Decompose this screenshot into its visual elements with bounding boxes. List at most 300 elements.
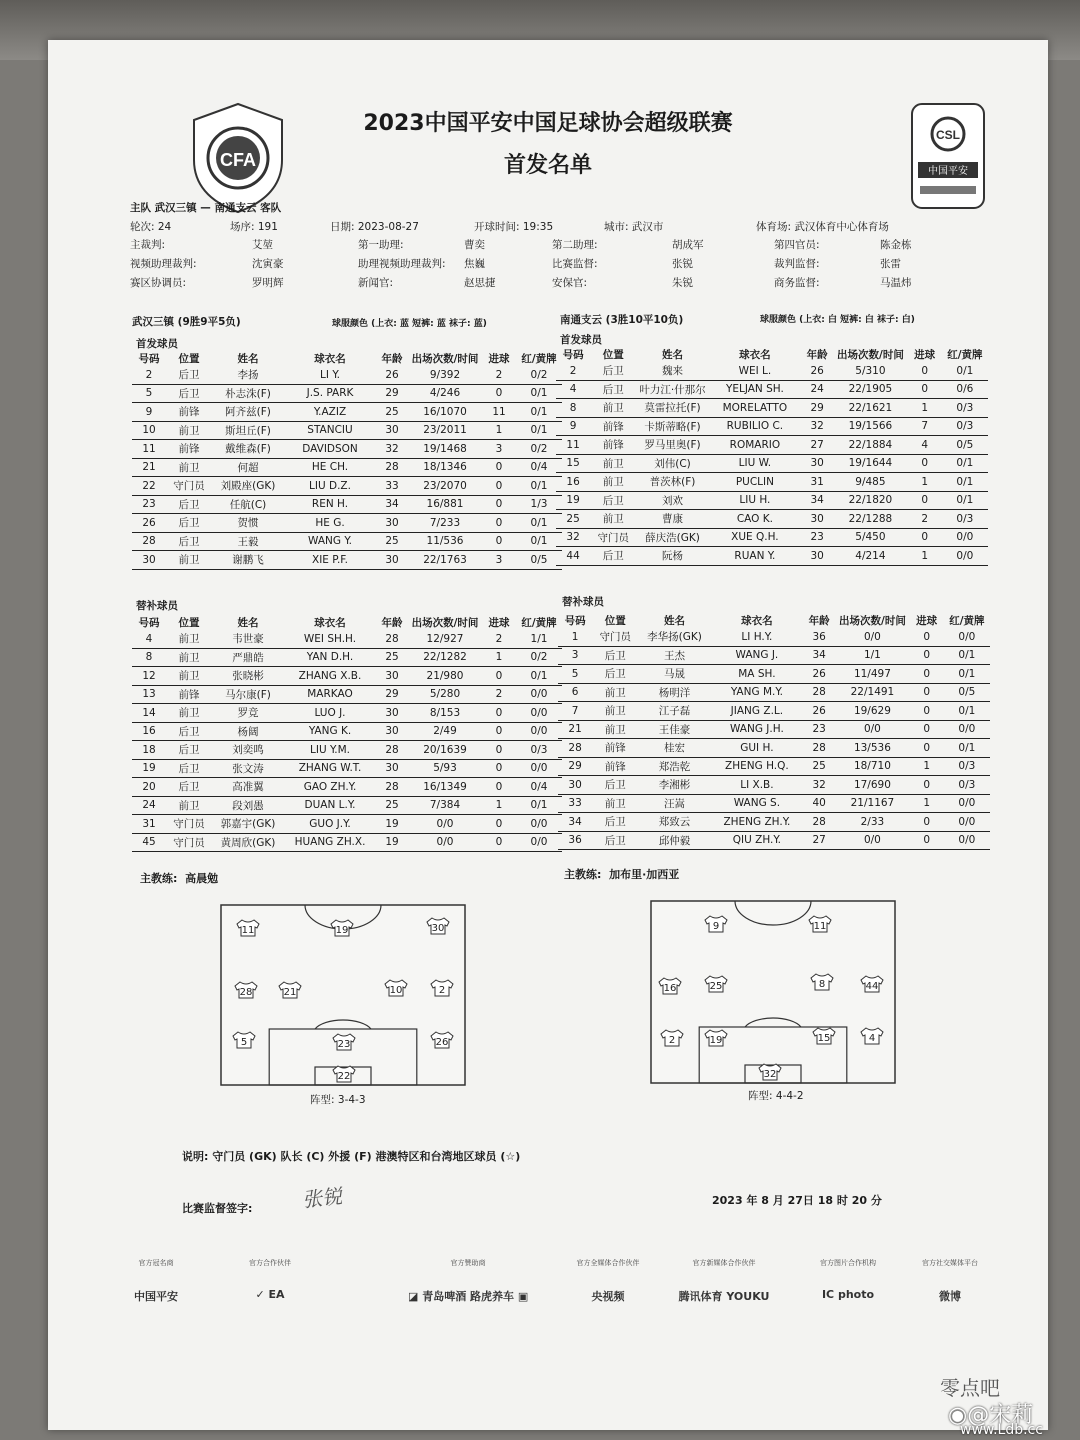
table-cell: 1 — [908, 547, 942, 566]
table-cell: 0/2 — [516, 366, 562, 384]
table-cell: 19 — [132, 759, 166, 778]
table-cell: 王毅 — [212, 532, 284, 551]
table-cell: 郑浩乾 — [638, 757, 710, 776]
official-label: 主裁判: — [130, 239, 166, 251]
table-cell: 0/3 — [942, 510, 988, 529]
table-cell: 朴志洙(F) — [212, 384, 284, 403]
table-cell: 22/1288 — [833, 510, 907, 529]
table-cell: 18/1346 — [408, 458, 482, 477]
table-cell: 29 — [376, 384, 408, 403]
column-header: 姓名 — [237, 352, 259, 365]
table-cell: 李湘彬 — [638, 776, 710, 795]
table-cell: 前卫 — [592, 720, 638, 739]
table-cell: 2 — [482, 685, 516, 704]
official-name: 马温炜 — [880, 277, 912, 289]
table-cell: 1/1 — [835, 646, 909, 665]
table-cell: 曹康 — [636, 510, 708, 529]
table-cell: 0 — [910, 739, 944, 758]
sponsor-caption: 官方图片合作机构 — [820, 1259, 876, 1267]
table-cell: 0/1 — [942, 362, 988, 380]
table-cell: HE CH. — [284, 458, 376, 477]
table-row — [558, 794, 990, 813]
table-cell: 3 — [482, 440, 516, 459]
table-cell: 前卫 — [592, 794, 638, 813]
table-cell: 黄周欣(GK) — [212, 833, 284, 852]
table-cell: 0 — [910, 720, 944, 739]
table-cell: ZHANG W.T. — [284, 759, 376, 778]
table-cell: 28 — [803, 813, 835, 832]
official-label: 比赛监督: — [552, 258, 598, 270]
player-number: 21 — [283, 987, 297, 998]
table-cell: 谢鹏飞 — [212, 551, 284, 570]
table-cell: 32 — [801, 417, 833, 436]
table-cell: 前卫 — [166, 648, 212, 667]
column-header: 号码 — [564, 614, 586, 627]
player-number: 4 — [868, 1033, 876, 1044]
table-cell: 9/485 — [833, 473, 907, 492]
table-cell: 后卫 — [590, 380, 636, 399]
table-cell: 33 — [376, 477, 408, 496]
table-cell: 0/1 — [516, 384, 562, 403]
table-cell: 26 — [801, 362, 833, 380]
player-number: 44 — [865, 981, 879, 992]
table-cell: 前卫 — [590, 473, 636, 492]
table-cell: 30 — [376, 514, 408, 533]
signature-label: 比赛监督签字: — [182, 1202, 253, 1215]
table-row — [558, 739, 990, 758]
table-row — [556, 436, 988, 455]
table-cell: 0/0 — [408, 833, 482, 852]
table-cell: HUANG ZH.X. — [284, 833, 376, 852]
table-cell: 后卫 — [590, 362, 636, 380]
table-row — [132, 495, 562, 514]
table-cell: 24 — [801, 380, 833, 399]
table-cell: 7 — [558, 702, 592, 721]
table-cell: 0/1 — [942, 454, 988, 473]
home-formation-value: 3-4-3 — [337, 1094, 366, 1106]
column-header: 出场次数/时间 — [411, 352, 479, 365]
table-cell: 前卫 — [166, 551, 212, 570]
sponsor-caption: 官方冠名商 — [138, 1259, 174, 1267]
column-header: 球衣名 — [314, 616, 346, 629]
column-header: 红/黄牌 — [949, 614, 985, 627]
column-header: 年龄 — [381, 352, 403, 365]
table-cell: 20 — [132, 778, 166, 797]
table-cell: 前卫 — [592, 683, 638, 702]
sponsor-caption: 官方合作伙伴 — [249, 1259, 291, 1267]
table-cell: 罗竞 — [212, 704, 284, 723]
table-cell: 0/1 — [516, 477, 562, 496]
table-cell: 2/33 — [835, 813, 909, 832]
table-cell: 25 — [376, 796, 408, 815]
official-label: 裁判监督: — [774, 258, 820, 270]
player-number: 30 — [431, 923, 445, 934]
table-cell: 1 — [482, 421, 516, 440]
table-cell: CAO K. — [709, 510, 801, 529]
column-header: 进球 — [914, 348, 936, 361]
table-cell: 0/0 — [408, 815, 482, 834]
column-header: 号码 — [562, 348, 584, 361]
table-row — [132, 778, 562, 797]
table-cell: 0 — [482, 778, 516, 797]
table-cell: 刘奕鸣 — [212, 741, 284, 760]
stamp-watermark: 零点吧 — [940, 1376, 1000, 1400]
weibo-handle: @宋莉 — [967, 1403, 1034, 1428]
table-row — [556, 473, 988, 492]
official-name: 焦巍 — [464, 258, 485, 270]
table-cell: 2 — [556, 362, 590, 380]
table-cell: 30 — [376, 704, 408, 723]
round: 轮次: 24 — [130, 221, 172, 233]
table-row — [556, 547, 988, 566]
table-cell: 0/0 — [516, 704, 562, 723]
table-cell: 何超 — [212, 458, 284, 477]
player-number: 11 — [241, 925, 255, 936]
player-number: 2 — [668, 1035, 676, 1046]
table-cell: 2 — [482, 630, 516, 648]
table-cell: 江子磊 — [638, 702, 710, 721]
table-cell: 0/0 — [516, 815, 562, 834]
table-cell: 0 — [482, 458, 516, 477]
column-header: 进球 — [488, 616, 510, 629]
table-row — [556, 510, 988, 529]
player-number: 26 — [435, 1037, 449, 1048]
table-cell: 26 — [803, 665, 835, 684]
table-row — [556, 362, 988, 380]
table-cell: J.S. PARK — [284, 384, 376, 403]
table-cell: 后卫 — [590, 547, 636, 566]
table-cell: 段刘愚 — [212, 796, 284, 815]
table-cell: 阿齐兹(F) — [212, 403, 284, 422]
player-number: 19 — [709, 1035, 723, 1046]
table-cell: MA SH. — [711, 665, 803, 684]
svg-text:CFA: CFA — [220, 150, 256, 170]
table-cell: 后卫 — [166, 384, 212, 403]
table-cell: 15 — [556, 454, 590, 473]
table-cell: 11 — [482, 403, 516, 422]
table-row — [558, 646, 990, 665]
table-cell: 25 — [376, 403, 408, 422]
sponsor-logo: ◪ 青岛啤酒 路虎养车 ▣ — [408, 1290, 529, 1303]
table-cell: 19/1468 — [408, 440, 482, 459]
table-cell: 25 — [556, 510, 590, 529]
table-row — [132, 630, 562, 648]
table-cell: 5 — [558, 665, 592, 684]
table-cell: WEI SH.H. — [284, 630, 376, 648]
table-cell: 26 — [803, 702, 835, 721]
table-cell: 16/1070 — [408, 403, 482, 422]
table-cell: RUBILIO C. — [709, 417, 801, 436]
table-cell: 22/1820 — [833, 491, 907, 510]
table-row — [132, 421, 562, 440]
away-subs-heading: 替补球员 — [562, 596, 604, 608]
home-formation-pitch — [220, 904, 466, 1086]
table-cell: 0/0 — [835, 628, 909, 646]
table-cell: 0/0 — [516, 722, 562, 741]
table-cell: 任航(C) — [212, 495, 284, 514]
table-cell: 23 — [803, 720, 835, 739]
table-cell: 0 — [910, 702, 944, 721]
table-row — [132, 815, 562, 834]
table-cell: 2 — [132, 366, 166, 384]
table-cell: 0/3 — [942, 399, 988, 418]
table-cell: 23 — [132, 495, 166, 514]
table-cell: 12 — [132, 667, 166, 686]
table-cell: 1 — [558, 628, 592, 646]
table-cell: 守门员 — [166, 477, 212, 496]
table-row — [132, 514, 562, 533]
player-number: 8 — [818, 979, 826, 990]
official-name: 张锐 — [672, 258, 693, 270]
table-cell: 13 — [132, 685, 166, 704]
table-cell: 34 — [803, 646, 835, 665]
player-number: 28 — [239, 987, 253, 998]
table-row — [558, 702, 990, 721]
table-cell: 28 — [132, 532, 166, 551]
table-row — [132, 440, 562, 459]
table-cell: 莫雷拉托(F) — [636, 399, 708, 418]
sponsor-logo: 中国平安 — [134, 1290, 178, 1303]
table-cell: 桂宏 — [638, 739, 710, 758]
official-label: 新闻官: — [358, 277, 394, 289]
table-row — [558, 720, 990, 739]
table-cell: 郭嘉宇(GK) — [212, 815, 284, 834]
table-cell: 5 — [132, 384, 166, 403]
table-cell: 守门员 — [166, 833, 212, 852]
table-row — [556, 380, 988, 399]
table-cell: 21/1167 — [835, 794, 909, 813]
table-cell: 后卫 — [592, 831, 638, 850]
sponsor-caption: 官方新媒体合作伙伴 — [692, 1259, 756, 1267]
home-coach-name: 高晨勉 — [185, 872, 219, 885]
player-number: 5 — [240, 1037, 248, 1048]
table-cell: 0 — [910, 683, 944, 702]
player-number: 32 — [763, 1069, 777, 1080]
table-cell: 1 — [910, 757, 944, 776]
table-cell: 0 — [482, 477, 516, 496]
table-cell: 11/497 — [835, 665, 909, 684]
table-cell: 1 — [482, 796, 516, 815]
home-subs-heading: 替补球员 — [136, 600, 178, 612]
column-header: 年龄 — [381, 616, 403, 629]
table-cell: 3 — [482, 551, 516, 570]
table-row — [558, 683, 990, 702]
table-cell: 0/0 — [942, 547, 988, 566]
table-cell: 王佳豪 — [638, 720, 710, 739]
table-cell: 22/1884 — [833, 436, 907, 455]
official-label: 视频助理裁判: — [130, 258, 197, 270]
table-cell: 34 — [558, 813, 592, 832]
home-coach — [140, 870, 218, 886]
table-cell: 30 — [558, 776, 592, 795]
table-cell: 守门员 — [590, 528, 636, 547]
table-cell: 4/246 — [408, 384, 482, 403]
table-cell: 18/710 — [835, 757, 909, 776]
table-cell: 4 — [132, 630, 166, 648]
table-cell: 13/536 — [835, 739, 909, 758]
table-cell: 杨阔 — [212, 722, 284, 741]
column-header: 红/黄牌 — [947, 348, 983, 361]
column-header: 姓名 — [662, 348, 684, 361]
table-cell: 0 — [908, 454, 942, 473]
table-cell: 后卫 — [166, 514, 212, 533]
table-cell: 7 — [908, 417, 942, 436]
table-row — [558, 628, 990, 646]
player-number: 15 — [817, 1033, 831, 1044]
table-cell: 刘欢 — [636, 491, 708, 510]
table-cell: 韦世豪 — [212, 630, 284, 648]
column-header: 位置 — [178, 616, 200, 629]
home-formation — [310, 1092, 366, 1107]
table-cell: 李扬 — [212, 366, 284, 384]
table-cell: YANG K. — [284, 722, 376, 741]
sponsor-logo: 央视频 — [591, 1290, 625, 1303]
table-cell: WANG Y. — [284, 532, 376, 551]
table-cell: 28 — [376, 778, 408, 797]
table-cell: LI Y. — [284, 366, 376, 384]
table-row — [132, 667, 562, 686]
away-starters-heading: 首发球员 — [560, 334, 602, 346]
table-cell: 0/1 — [516, 514, 562, 533]
table-cell: 2 — [482, 366, 516, 384]
table-cell: 0/3 — [944, 757, 990, 776]
table-cell: 0/4 — [516, 778, 562, 797]
table-cell: ZHANG X.B. — [284, 667, 376, 686]
table-cell: 8 — [132, 648, 166, 667]
column-header: 进球 — [488, 352, 510, 365]
table-cell: 32 — [556, 528, 590, 547]
column-header: 年龄 — [806, 348, 828, 361]
table-cell: 36 — [803, 628, 835, 646]
table-cell: 0/6 — [942, 380, 988, 399]
table-cell: 前卫 — [166, 458, 212, 477]
official-label: 赛区协调员: — [130, 277, 187, 289]
table-cell: 28 — [803, 739, 835, 758]
table-cell: 31 — [132, 815, 166, 834]
table-cell: 26 — [132, 514, 166, 533]
table-row — [132, 685, 562, 704]
away-starters-table — [556, 346, 988, 566]
table-cell: 高准翼 — [212, 778, 284, 797]
site-watermark: www.Ldb.cc — [960, 1422, 1043, 1438]
away-formation-label: 阵型: — [748, 1090, 773, 1102]
table-row — [556, 454, 988, 473]
table-cell: 前锋 — [590, 436, 636, 455]
home-coach-label: 主教练: — [140, 872, 178, 885]
table-cell: 22/1905 — [833, 380, 907, 399]
table-cell: 45 — [132, 833, 166, 852]
table-cell: 0/5 — [944, 683, 990, 702]
table-cell: GAO ZH.Y. — [284, 778, 376, 797]
table-cell: 32 — [376, 440, 408, 459]
table-cell: 0 — [908, 491, 942, 510]
table-cell: 28 — [376, 741, 408, 760]
table-cell: 前卫 — [166, 667, 212, 686]
table-cell: 0/0 — [942, 528, 988, 547]
stadium: 体育场: 武汉体育中心体育场 — [756, 221, 889, 233]
table-cell: 前锋 — [592, 739, 638, 758]
table-cell: WEI L. — [709, 362, 801, 380]
table-row — [558, 813, 990, 832]
table-cell: 前锋 — [166, 403, 212, 422]
table-cell: 后卫 — [166, 741, 212, 760]
table-cell: RUAN Y. — [709, 547, 801, 566]
table-cell: 12/927 — [408, 630, 482, 648]
table-cell: 16/1349 — [408, 778, 482, 797]
table-cell: 后卫 — [592, 646, 638, 665]
table-cell: 16 — [132, 722, 166, 741]
table-row — [558, 665, 990, 684]
table-cell: LUO J. — [284, 704, 376, 723]
table-cell: 25 — [376, 532, 408, 551]
table-cell: 30 — [801, 510, 833, 529]
table-cell: 0 — [910, 665, 944, 684]
table-cell: 19/629 — [835, 702, 909, 721]
column-header: 号码 — [138, 352, 160, 365]
home-kit-colors: 球服颜色 (上衣: 蓝 短裤: 蓝 袜子: 蓝) — [332, 319, 487, 329]
official-name: 朱锐 — [672, 277, 693, 289]
away-coach — [564, 866, 679, 882]
page-title: 2023中国平安中国足球协会超级联赛 — [363, 111, 733, 136]
svg-text:中国平安: 中国平安 — [928, 166, 968, 177]
table-cell: 前卫 — [590, 510, 636, 529]
player-number: 9 — [712, 921, 720, 932]
away-kit-colors: 球服颜色 (上衣: 白 短裤: 白 袜子: 白) — [760, 315, 915, 325]
table-cell: YAN D.H. — [284, 648, 376, 667]
sponsor-bar — [48, 1258, 1048, 1338]
table-cell: 叶力江·什那尔 — [636, 380, 708, 399]
table-cell: 0 — [910, 813, 944, 832]
table-cell: 前卫 — [590, 454, 636, 473]
table-cell: 22/1621 — [833, 399, 907, 418]
table-cell: HE G. — [284, 514, 376, 533]
table-row — [132, 759, 562, 778]
table-cell: 1 — [482, 648, 516, 667]
column-header: 出场次数/时间 — [837, 348, 904, 361]
table-row — [132, 722, 562, 741]
player-number: 10 — [389, 985, 403, 996]
table-cell: 28 — [376, 458, 408, 477]
table-cell: 21 — [132, 458, 166, 477]
table-cell: 后卫 — [592, 776, 638, 795]
column-header: 出场次数/时间 — [411, 616, 479, 629]
official-name: 赵思捷 — [464, 277, 496, 289]
official-label: 安保官: — [552, 277, 588, 289]
table-cell: 后卫 — [166, 759, 212, 778]
table-cell: 2/49 — [408, 722, 482, 741]
table-cell: GUI H. — [711, 739, 803, 758]
table-cell: 19 — [376, 833, 408, 852]
sponsor-caption: 官方全媒体合作伙伴 — [576, 1259, 640, 1267]
home-subs-table — [132, 614, 562, 852]
column-header: 年龄 — [808, 614, 830, 627]
table-cell: 0/1 — [942, 491, 988, 510]
column-header: 红/黄牌 — [521, 352, 557, 365]
table-cell: 0/0 — [944, 720, 990, 739]
table-cell: 30 — [376, 759, 408, 778]
game-number: 场序: 191 — [230, 221, 278, 233]
table-cell: 11 — [556, 436, 590, 455]
table-cell: 守门员 — [166, 815, 212, 834]
supervisor-signature: 张锐 — [301, 1183, 344, 1213]
table-cell: YELJAN SH. — [709, 380, 801, 399]
table-cell: 马尔康(F) — [212, 685, 284, 704]
table-cell: 后卫 — [166, 778, 212, 797]
city: 城市: 武汉市 — [604, 221, 664, 233]
table-row — [556, 417, 988, 436]
table-cell: LI H.Y. — [711, 628, 803, 646]
table-cell: 严鼎皓 — [212, 648, 284, 667]
